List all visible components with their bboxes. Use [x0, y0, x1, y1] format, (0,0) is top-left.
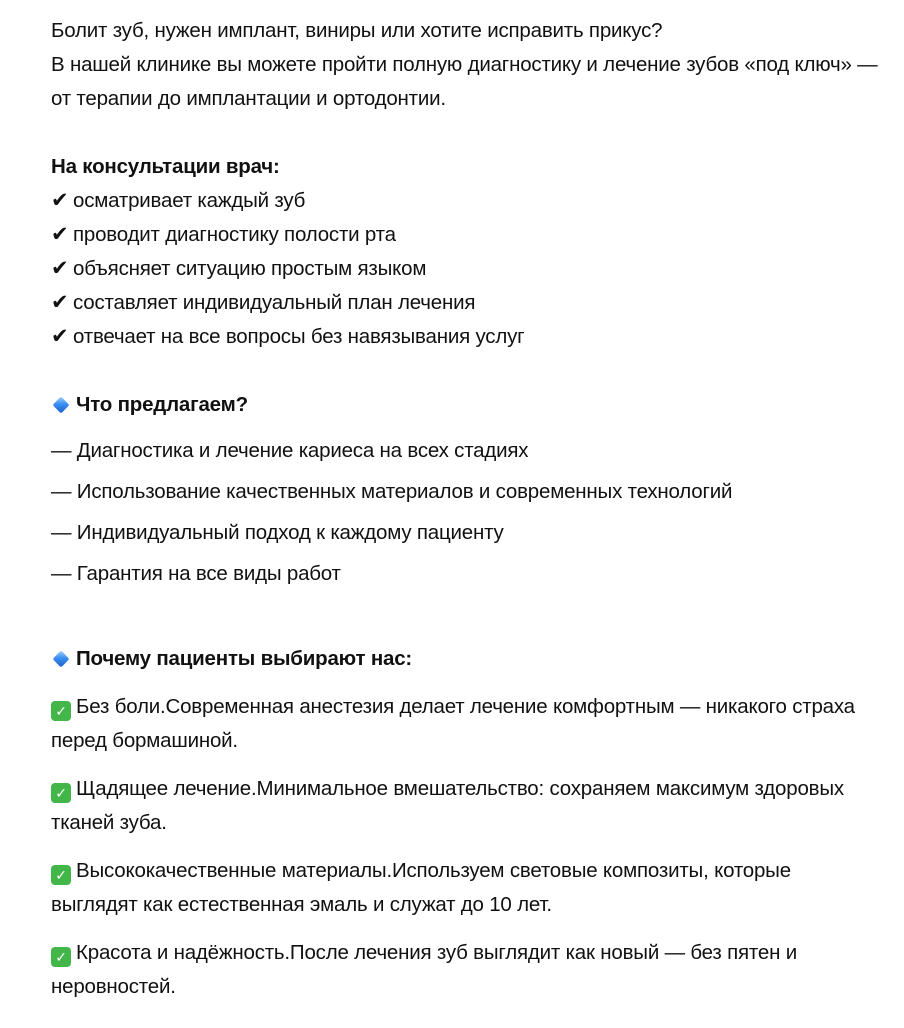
why-item: ✓ Высококачественные материалы.Используем световые композиты, которые выглядят как естественная эмаль и служат до 10 лет. [51, 859, 791, 916]
why-item: ✓ Без боли.Современная анестезия делает лечение комфортным — никакого страха перед бормашиной. [51, 695, 855, 752]
why-heading: Почему пациенты выбирают нас: [51, 642, 880, 676]
checkmark-icon: ✔ [51, 223, 69, 246]
consultation-item: ✔ составляет индивидуальный план лечения [51, 286, 880, 320]
offer-heading: Что предлагаем? [51, 388, 880, 422]
offer-list [51, 434, 880, 591]
consultation-heading: На консультации врач: [51, 155, 280, 178]
why-item: ✓ Щадящее лечение.Минимальное вмешательство: сохраняем максимум здоровых тканей зуба. [51, 777, 844, 834]
green-check-icon: ✓ [51, 701, 71, 721]
intro-line-2: В нашей клинике вы можете пройти полную диагностику и лечение зубов «под ключ» — от терапии до имплантации и ортодонтии. [51, 53, 878, 110]
offer-item: — Гарантия на все виды работ [51, 562, 341, 585]
consultation-list [51, 184, 880, 354]
offer-item: — Использование качественных материалов и современных технологий [51, 480, 733, 503]
checkmark-icon: ✔ [51, 257, 69, 280]
checkmark-icon: ✔ [51, 325, 69, 348]
consultation-item: ✔ проводит диагностику полости рта [51, 218, 880, 252]
consultation-item: ✔ осматривает каждый зуб [51, 184, 880, 218]
consultation-item: ✔ объясняет ситуацию простым языком [51, 252, 880, 286]
blue-diamond-icon [53, 651, 70, 668]
intro-line-1: Болит зуб, нужен имплант, виниры или хотите исправить прикус? [51, 19, 663, 42]
green-check-icon: ✓ [51, 783, 71, 803]
intro-paragraph [51, 14, 880, 116]
blue-diamond-icon [53, 397, 70, 414]
offer-item: — Диагностика и лечение кариеса на всех стадиях [51, 439, 529, 462]
green-check-icon: ✓ [51, 947, 71, 967]
green-check-icon: ✓ [51, 865, 71, 885]
checkmark-icon: ✔ [51, 189, 69, 212]
why-item: ✓ Красота и надёжность.После лечения зуб выглядит как новый — без пятен и неровностей. [51, 941, 797, 998]
offer-item: — Индивидуальный подход к каждому пациенту [51, 521, 504, 544]
consultation-item: ✔ отвечает на все вопросы без навязывания услуг [51, 320, 880, 354]
checkmark-icon: ✔ [51, 291, 69, 314]
